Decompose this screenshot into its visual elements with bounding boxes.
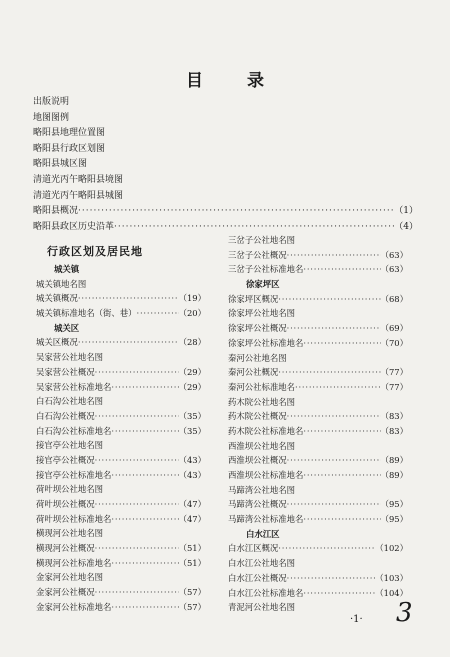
toc-entry <box>36 541 206 556</box>
toc-entry <box>36 291 206 306</box>
toc-entry-page: （77） <box>380 367 408 378</box>
toc-section-heading <box>228 277 408 292</box>
toc-entry-label: 城关区 <box>54 322 80 333</box>
leader-dots <box>95 409 179 424</box>
toc-entry-label: 西淮坝公社地名图 <box>228 440 295 451</box>
toc-entry-label: 城关镇 <box>54 264 80 274</box>
page-title <box>0 66 450 91</box>
toc-entry <box>36 438 206 453</box>
toc-entry-page: （69） <box>380 323 408 334</box>
section-heading: 行政区划及居民地 <box>47 245 143 258</box>
leader-dots <box>295 380 381 395</box>
toc-entry-label: 徐家坪公社地名图 <box>228 308 295 319</box>
front-matter-list <box>33 95 418 235</box>
leader-dots <box>287 497 381 512</box>
leader-dots <box>78 204 394 220</box>
toc-entry <box>36 424 206 439</box>
toc-entry-label: 城关镇概况 <box>36 293 78 304</box>
toc-entry-page: （29） <box>178 366 206 377</box>
page-number-text: ·1· <box>350 614 363 625</box>
toc-entry-label: 徐家坪公社标准地名 <box>228 337 304 348</box>
toc-entry-page: （29） <box>178 381 206 392</box>
toc-entry-label: 药木院公社地名图 <box>228 396 295 407</box>
title-char-2: 录 <box>247 71 264 91</box>
leader-dots <box>111 556 178 571</box>
toc-entry <box>36 482 206 497</box>
toc-entry <box>228 424 408 439</box>
toc-entry-label: 药木院公社标准地名 <box>228 425 304 436</box>
leader-dots <box>278 541 375 556</box>
toc-entry-page: （89） <box>380 470 408 480</box>
toc-entry-label: 白水江公社地名图 <box>228 558 295 569</box>
toc-entry <box>228 453 408 468</box>
toc-entry-page: （103） <box>375 572 408 583</box>
page-number <box>350 598 413 628</box>
toc-entry <box>228 512 408 527</box>
toc-entry <box>36 512 206 527</box>
toc-entry <box>228 600 408 615</box>
toc-entry-label: 三岔子公社地名图 <box>228 235 295 245</box>
toc-entry <box>33 157 418 173</box>
toc-section-heading <box>228 527 408 542</box>
toc-entry-label: 金家河公社概况 <box>36 587 95 598</box>
toc-entry-page: （68） <box>380 293 408 304</box>
leader-dots <box>137 306 179 321</box>
leader-dots <box>303 468 380 483</box>
toc-entry-label: 接官亭公社概况 <box>36 454 95 465</box>
toc-entry <box>228 497 408 512</box>
toc-entry-page: （95） <box>380 514 408 525</box>
toc-entry-page: （51） <box>178 557 206 568</box>
toc-entry-label: 西淮坝公社标准地名 <box>228 470 304 480</box>
toc-entry-page: （28） <box>178 337 206 348</box>
toc-entry <box>33 204 418 220</box>
toc-entry-page: （20） <box>178 308 206 319</box>
toc-entry <box>36 468 206 483</box>
toc-entry <box>33 173 418 189</box>
toc-entry-label: 略阳县行政区划图 <box>33 143 106 154</box>
leader-dots <box>303 512 380 527</box>
toc-entry <box>228 571 408 586</box>
toc-entry-label: 荷叶坝公社标准地名 <box>36 513 112 524</box>
toc-entry <box>228 336 408 351</box>
toc-entry <box>33 126 418 142</box>
leader-dots <box>303 586 375 601</box>
toc-entry <box>33 111 418 127</box>
toc-entry-label: 略阳县政区历史沿革 <box>33 221 115 232</box>
toc-entry-label: 城关区概况 <box>36 337 78 348</box>
toc-entry-label: 金家河公社地名图 <box>36 572 103 583</box>
toc-entry-label: 徐家坪区 <box>246 279 280 290</box>
leader-dots <box>111 380 178 395</box>
toc-entry-label: 马蹄湾公社地名图 <box>228 484 295 495</box>
leader-dots <box>303 262 380 277</box>
toc-entry <box>228 380 408 395</box>
toc-entry-label: 白水江区概况 <box>228 543 279 554</box>
toc-entry-page: （35） <box>178 410 206 421</box>
toc-entry <box>33 189 418 205</box>
toc-entry <box>36 453 206 468</box>
leader-dots <box>303 336 380 351</box>
toc-entry <box>36 409 206 424</box>
toc-entry-page: （104） <box>375 587 408 598</box>
leader-dots <box>95 497 179 512</box>
toc-entry-label: 秦河公社标准地名 <box>228 381 295 392</box>
toc-entry-page: （57） <box>178 587 206 598</box>
toc-entry-page: （95） <box>380 499 408 510</box>
leader-dots <box>287 409 381 424</box>
toc-entry <box>228 468 408 483</box>
title-char-1: 目 <box>186 71 203 91</box>
toc-entry-label: 徐家坪公社概况 <box>228 323 287 334</box>
toc-entry <box>36 585 206 600</box>
leader-dots <box>278 292 380 307</box>
toc-left-column <box>36 262 206 615</box>
toc-entry <box>36 600 206 615</box>
toc-entry-label: 荷叶坝公社概况 <box>36 499 95 509</box>
toc-entry <box>36 380 206 395</box>
toc-entry <box>228 306 408 321</box>
toc-entry-label: 白石沟公社地名图 <box>36 396 103 407</box>
toc-entry-label: 城关镇地名图 <box>36 278 87 289</box>
toc-entry <box>36 350 206 365</box>
leader-dots <box>287 248 381 263</box>
toc-entry <box>36 277 206 292</box>
toc-entry-page: （19） <box>178 293 206 304</box>
toc-entry <box>228 586 408 601</box>
toc-entry <box>36 306 206 321</box>
toc-entry-label: 横现河公社标准地名 <box>36 557 112 568</box>
toc-entry <box>228 556 408 571</box>
leader-dots <box>95 365 179 380</box>
toc-entry-page: （63） <box>380 264 408 275</box>
toc-entry-page: （63） <box>380 249 408 260</box>
toc-entry-label: 清道光丙午略阳县境图 <box>33 174 124 185</box>
toc-entry <box>228 365 408 380</box>
toc-entry-page: （43） <box>178 469 206 480</box>
toc-entry-label: 清道光丙午略阳县城图 <box>33 190 124 201</box>
toc-entry-label: 徐家坪区概况 <box>228 293 279 304</box>
toc-entry-page: （83） <box>380 411 408 422</box>
toc-entry-label: 略阳县城区图 <box>33 159 88 170</box>
toc-entry-page: （102） <box>375 543 408 554</box>
toc-entry-page: （35） <box>178 425 206 436</box>
leader-dots <box>95 585 179 600</box>
leader-dots <box>303 424 380 439</box>
leader-dots <box>111 600 178 615</box>
handwritten-mark: 3 <box>396 598 413 628</box>
toc-entry-label: 白水江区 <box>246 528 280 539</box>
leader-dots <box>78 291 179 306</box>
toc-entry-page: （1） <box>394 206 418 217</box>
toc-entry-label: 吴家营公社地名图 <box>36 352 103 363</box>
toc-entry <box>36 335 206 350</box>
leader-dots <box>78 335 179 350</box>
toc-entry-label: 出版说明 <box>33 97 70 107</box>
toc-entry <box>33 95 418 111</box>
toc-entry-label: 略阳县地理位置图 <box>33 128 106 139</box>
toc-entry-page: （4） <box>394 221 418 232</box>
toc-entry <box>228 262 408 277</box>
toc-entry-label: 白石沟公社标准地名 <box>36 425 112 436</box>
toc-entry <box>36 526 206 541</box>
leader-dots <box>111 512 178 527</box>
toc-entry-label: 白石沟公社概况 <box>36 410 95 421</box>
toc-entry <box>228 541 408 556</box>
toc-entry-label: 白水江公社标准地名 <box>228 587 304 598</box>
toc-entry <box>36 570 206 585</box>
leader-dots <box>287 321 381 336</box>
toc-entry-label: 接官亭公社标准地名 <box>36 469 112 480</box>
toc-entry <box>228 321 408 336</box>
toc-entry-page: （47） <box>178 513 206 524</box>
toc-section-heading <box>36 321 206 336</box>
toc-entry <box>228 248 408 263</box>
toc-entry-label: 城关镇标准地名（街、巷） <box>36 308 137 319</box>
toc-entry <box>228 233 408 248</box>
toc-entry-label: 青泥河公社地名图 <box>228 602 295 613</box>
toc-entry-page: （83） <box>380 425 408 436</box>
toc-entry-label: 地图图例 <box>33 112 70 123</box>
leader-dots <box>95 541 179 556</box>
toc-entry-label: 横现河公社概况 <box>36 543 95 554</box>
toc-entry <box>36 365 206 380</box>
toc-entry-page: （51） <box>178 543 206 554</box>
toc-entry <box>33 142 418 158</box>
toc-entry-page: （57） <box>178 601 206 612</box>
toc-entry <box>36 497 206 512</box>
toc-entry-label: 略阳县概况 <box>33 206 79 217</box>
toc-entry-label: 秦河公社概况 <box>228 367 279 378</box>
toc-entry <box>228 292 408 307</box>
toc-entry-label: 三岔子公社标准地名 <box>228 264 304 275</box>
toc-entry-label: 西淮坝公社概况 <box>228 455 287 466</box>
toc-entry <box>36 556 206 571</box>
leader-dots <box>278 365 380 380</box>
toc-entry-label: 马蹄湾公社标准地名 <box>228 514 304 525</box>
toc-entry-page: （43） <box>178 454 206 465</box>
toc-entry <box>228 351 408 366</box>
toc-entry-label: 吴家营公社标准地名 <box>36 381 112 392</box>
toc-entry <box>36 394 206 409</box>
toc-right-column <box>228 233 408 615</box>
toc-entry-label: 秦河公社地名图 <box>228 352 287 363</box>
toc-entry-label: 荷叶坝公社地名图 <box>36 484 103 495</box>
leader-dots <box>111 468 178 483</box>
toc-entry-label: 金家河公社标准地名 <box>36 601 112 612</box>
toc-entry-label: 接官亭公社地名图 <box>36 440 103 451</box>
toc-entry <box>228 395 408 410</box>
toc-entry-page: （47） <box>178 499 206 509</box>
toc-entry <box>228 409 408 424</box>
toc-entry-page: （89） <box>380 455 408 466</box>
toc-entry-label: 白水江公社概况 <box>228 572 287 583</box>
toc-entry <box>228 439 408 454</box>
leader-dots <box>287 453 381 468</box>
toc-entry-label: 马蹄湾公社概况 <box>228 499 287 510</box>
toc-entry-page: （70） <box>380 337 408 348</box>
toc-entry-label: 吴家营公社概况 <box>36 366 95 377</box>
leader-dots <box>95 453 179 468</box>
leader-dots <box>111 424 178 439</box>
toc-entry-page: （77） <box>380 381 408 392</box>
toc-entry-label: 横现河公社地名图 <box>36 528 103 539</box>
toc-entry-label: 药木院公社概况 <box>228 411 287 422</box>
toc-entry <box>228 483 408 498</box>
toc-entry-label: 三岔子公社概况 <box>228 249 287 260</box>
toc-section-heading <box>36 262 206 277</box>
leader-dots <box>287 571 376 586</box>
